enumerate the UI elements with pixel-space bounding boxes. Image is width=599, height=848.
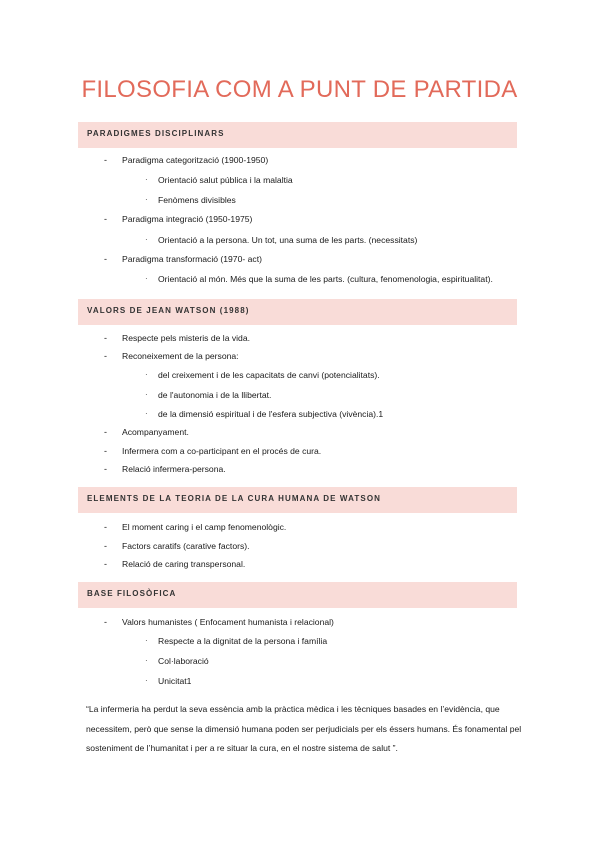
bullet-dot: · [145, 636, 148, 645]
bullet-dot: · [145, 370, 148, 379]
list-item: Paradigma transformació (1970- act) [122, 254, 262, 264]
bullet-dash: - [104, 446, 107, 456]
list-item: Paradigma categorització (1900-1950) [122, 155, 269, 165]
section-title: VALORS DE JEAN WATSON (1988) [87, 306, 250, 315]
bullet-dash: - [104, 351, 107, 361]
bullet-dot: · [145, 409, 148, 418]
page-title: FILOSOFIA COM A PUNT DE PARTIDA [81, 76, 518, 103]
bullet-dot: · [145, 676, 148, 685]
list-item: Acompanyament. [122, 427, 189, 437]
list-item: Fenòmens divisibles [158, 195, 236, 205]
bullet-dash: - [104, 214, 107, 224]
list-item: Relació infermera-persona. [122, 464, 226, 474]
section-header-base-filosofica [78, 582, 517, 608]
list-item: Orientació salut pública i la malaltia [158, 175, 293, 185]
list-item: Respecte a la dignitat de la persona i família [158, 636, 328, 646]
bullet-dash: - [104, 333, 107, 343]
list-item: Orientació al món. Més que la suma de les parts. (cultura, fenomenologia, espiritualitat). [158, 274, 493, 284]
bullet-dot: · [145, 175, 148, 184]
section-header-valors [78, 299, 517, 325]
bullet-dash: - [104, 559, 107, 569]
list-item: del creixement i de les capacitats de canvi (potencialitats). [158, 370, 380, 380]
section-header-paradigmes [78, 122, 517, 148]
list-item: Respecte pels misteris de la vida. [122, 333, 251, 343]
bullet-dot: · [145, 235, 148, 244]
quote-paragraph: “La infermeria ha perdut la seva essència amb la pràctica mèdica i les tècniques basades en l’evidència, que necessitem, però que sense la dimensió humana poden ser perjudicials per els éssers humans. És fonamental pel sosteniment de l’humanitat i per a re situar la cura, en el nostre sistema de salut ”. [86, 704, 522, 753]
list-item: Orientació a la persona. Un tot, una suma de les parts. (necessitats) [158, 235, 418, 245]
list-item: Valors humanistes ( Enfocament humanista i relacional) [122, 617, 334, 627]
bullet-dash: - [104, 155, 107, 165]
list-item: Factors caratifs (carative factors). [122, 541, 250, 551]
bullet-dot: · [145, 274, 148, 283]
bullet-dot: · [145, 656, 148, 665]
list-item: Unicitat1 [158, 676, 192, 686]
bullet-dash: - [104, 254, 107, 264]
section-title: ELEMENTS DE LA TEORIA DE LA CURA HUMANA DE WATSON [87, 494, 382, 503]
bullet-dash: - [104, 522, 107, 532]
bullet-dash: - [104, 541, 107, 551]
section-header-elements [78, 487, 517, 513]
list-item: El moment caring i el camp fenomenològic. [122, 522, 287, 532]
list-item: de l'autonomia i de la llibertat. [158, 390, 272, 400]
bullet-dot: · [145, 390, 148, 399]
section-title: BASE FILOSÒFICA [87, 589, 177, 598]
list-item: de la dimensió espiritual i de l'esfera subjectiva (vivència).1 [158, 409, 384, 419]
list-item: Col·laboració [158, 656, 209, 666]
bullet-dot: · [145, 195, 148, 204]
bullet-dash: - [104, 464, 107, 474]
bullet-dash: - [104, 427, 107, 437]
section-title: PARADIGMES DISCIPLINARS [87, 129, 225, 138]
list-item: Infermera com a co-participant en el procés de cura. [122, 446, 322, 456]
list-item: Paradigma integració (1950-1975) [122, 214, 253, 224]
bullet-dash: - [104, 617, 107, 627]
list-item: Reconeixement de la persona: [122, 351, 239, 361]
list-item: Relació de caring transpersonal. [122, 559, 246, 569]
